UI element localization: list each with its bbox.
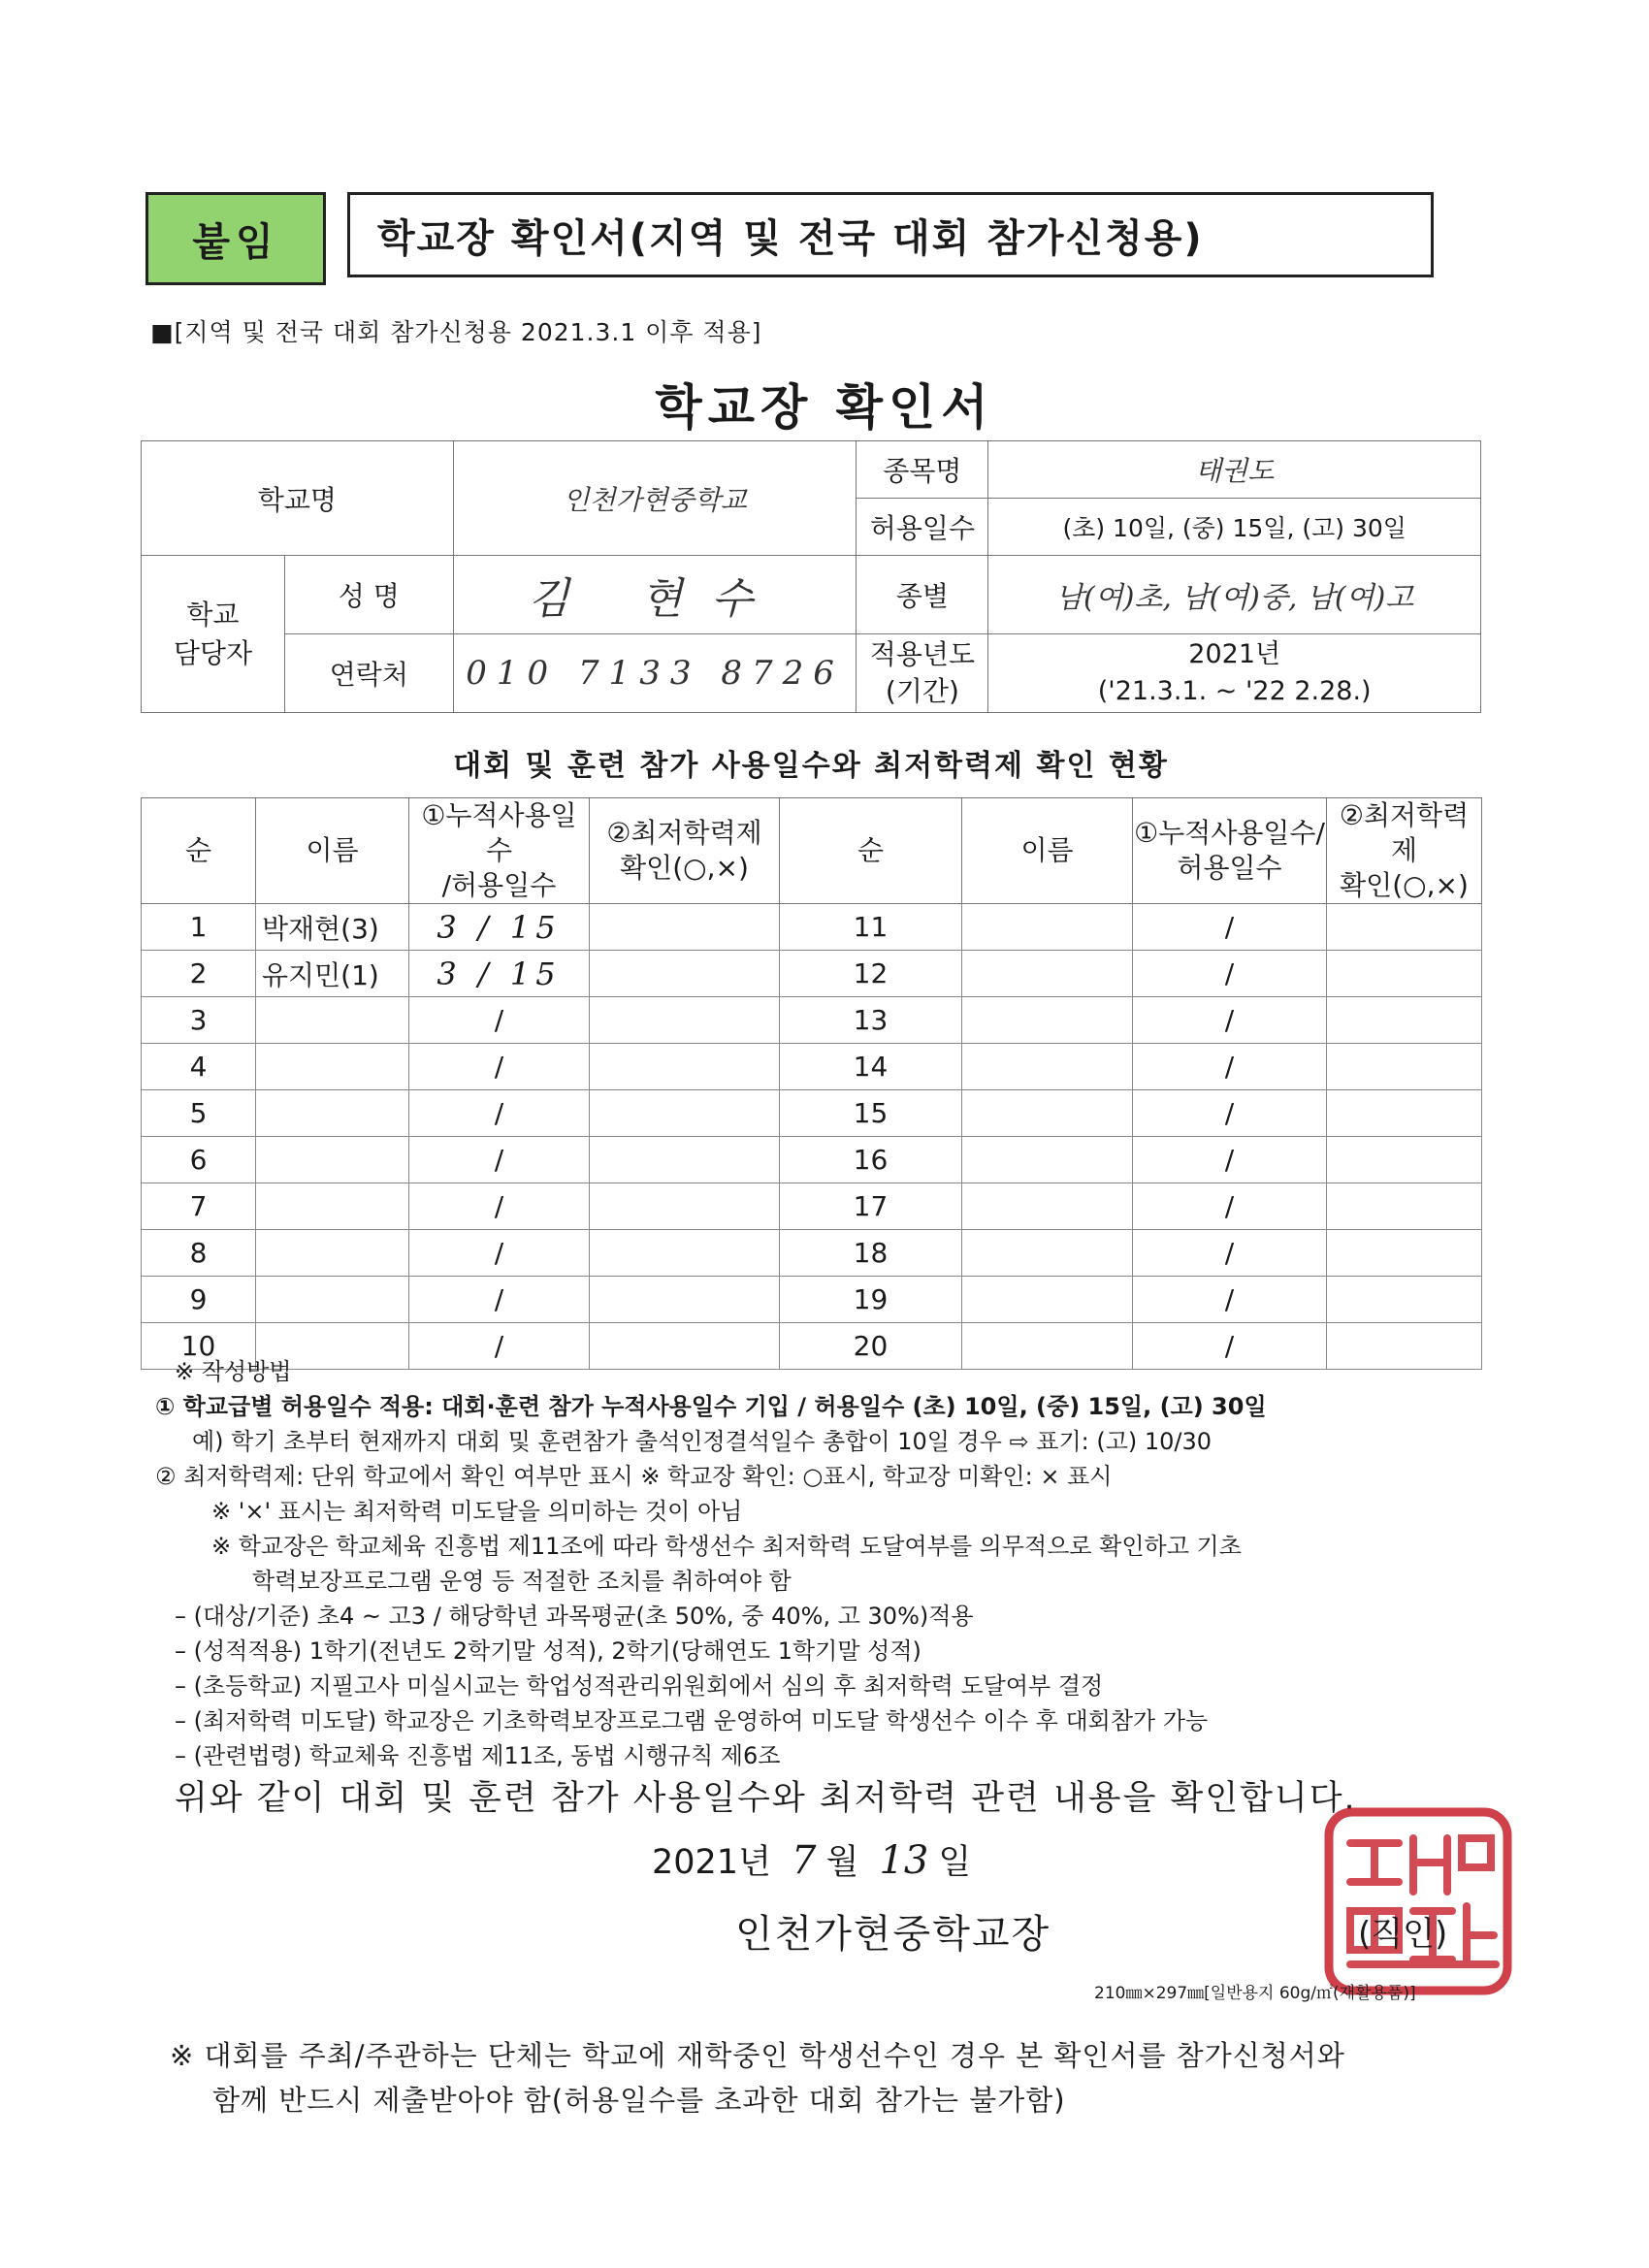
manager-label [142,556,285,713]
row-no: 3 [142,997,256,1044]
row-no: 2 [142,951,256,997]
row-no: 18 [780,1230,962,1277]
row-no: 9 [142,1277,256,1323]
instruction-line: ※ 학교장은 학교체육 진흥법 제11조에 따라 학생선수 최저학력 도달여부를 의무적으로 확인하고 기초 [211,1533,1242,1560]
row-check [1327,1183,1482,1230]
instruction-line: – (대상/기준) 초4 ~ 고3 / 해당학년 과목평균(초 50%, 중 40%, 고 30%)적용 [175,1603,974,1630]
instruction-line: 예) 학기 초부터 현재까지 대회 및 훈련참가 출석인정결석일수 총합이 10일 경우 ⇨ 표기: (고) 10/30 [192,1428,1212,1455]
row-check [1327,997,1482,1044]
row-name [962,1044,1133,1090]
row-name [256,1230,409,1277]
table-row [142,1277,1482,1323]
date-day-unit: 일 [938,1843,972,1882]
date-day: 13 [879,1838,929,1883]
instructions-title: ※ 작성방법 [175,1358,292,1385]
instruction-line: – (최저학력 미도달) 학교장은 기초학력보장프로그램 운영하여 미도달 학생선수 이수 후 대회참가 가능 [175,1707,1209,1734]
col-check-right-line1: ②최저학력제 [1339,799,1470,866]
footer-note [170,2033,1345,2122]
row-check [590,1277,780,1323]
row-days: / [409,1277,590,1323]
period-label-line1: 적용년도 [869,638,975,670]
period-label [857,634,988,713]
allowed-days-value: (초) 10일, (중) 15일, (고) 30일 [988,499,1481,556]
attachment-badge: 붙임 [146,192,326,285]
row-days: / [409,1090,590,1137]
row-days: / [1133,951,1327,997]
row-days: / [1133,1323,1327,1370]
footer-line: 함께 반드시 제출받아야 함(허용일수를 초과한 대회 참가는 불가함) [212,2084,1066,2117]
row-check [1327,1137,1482,1183]
row-days: / [409,1230,590,1277]
row-days: 3 / 15 [409,951,590,997]
row-days: / [1133,1277,1327,1323]
name-label: 성 명 [284,556,453,634]
row-check [590,951,780,997]
principal-name: 인천가현중학교장 [735,1912,1051,1957]
row-name: 박재현(3) [256,904,409,951]
col-days-right-line2: 허용일수 [1177,852,1282,884]
confirmation-statement: 위와 같이 대회 및 훈련 참가 사용일수와 최저학력 관련 내용을 확인합니다. [175,1779,1357,1818]
col-days-left [409,798,590,904]
section-title: 대회 및 훈련 참가 사용일수와 최저학력제 확인 현황 [453,749,1169,783]
school-name-value: 인천가현중학교 [453,441,857,556]
row-no: 14 [780,1044,962,1090]
period-value [988,634,1481,713]
instruction-line: ② 최저학력제: 단위 학교에서 확인 여부만 표시 ※ 학교장 확인: ○표시, 학교장 미확인: × 표시 [155,1463,1113,1490]
date-month: 7 [792,1838,817,1883]
row-name [256,997,409,1044]
row-name [962,1230,1133,1277]
col-no-left: 순 [142,798,256,904]
row-check [590,904,780,951]
date-month-unit: 월 [825,1843,859,1882]
row-name [962,904,1133,951]
row-days: / [409,1044,590,1090]
manager-label-line2: 담당자 [173,636,253,669]
table-row [142,1044,1482,1090]
category-value: 남(여)초, 남(여)중, 남(여)고 [988,556,1481,634]
row-no: 4 [142,1044,256,1090]
applies-note: ■[지역 및 전국 대회 참가신청용 2021.3.1 이후 적용] [150,318,762,346]
row-name [256,1277,409,1323]
row-no: 16 [780,1137,962,1183]
row-no: 7 [142,1183,256,1230]
row-no: 20 [780,1323,962,1370]
row-no: 8 [142,1230,256,1277]
col-check-right [1327,798,1482,904]
row-days: / [409,1137,590,1183]
date-year: 2021년 [652,1843,771,1882]
col-no-right: 순 [780,798,962,904]
row-days: / [1133,1183,1327,1230]
row-check [590,1090,780,1137]
table-row [142,1183,1482,1230]
row-no: 6 [142,1137,256,1183]
row-name [962,1137,1133,1183]
row-days: / [409,1323,590,1370]
table-row [142,1230,1482,1277]
row-name [962,951,1133,997]
period-year: 2021년 [1188,639,1281,669]
instruction-line: ※ '×' 표시는 최저학력 미도달을 의미하는 것이 아님 [211,1498,743,1525]
col-name-right: 이름 [962,798,1133,904]
row-no: 12 [780,951,962,997]
row-name [962,997,1133,1044]
col-check-left-line2: 확인(○,×) [620,852,749,884]
row-name [256,1183,409,1230]
table-row [142,997,1482,1044]
col-check-right-line2: 확인(○,×) [1340,869,1469,901]
period-label-line2: (기간) [885,675,959,707]
instruction-line: – (성적적용) 1학기(전년도 2학기말 성적), 2학기(당해연도 1학기말 성적) [175,1637,922,1665]
row-days: / [1133,1230,1327,1277]
row-name [256,1137,409,1183]
col-days-left-line2: /허용일수 [441,869,557,901]
col-check-left-line1: ②최저학력제 [606,817,762,849]
row-check [590,1044,780,1090]
row-days: / [1133,904,1327,951]
row-no: 5 [142,1090,256,1137]
row-check [1327,1090,1482,1137]
instructions [155,1354,1513,1773]
row-check [590,1183,780,1230]
row-days: / [1133,1137,1327,1183]
confirmation-date [652,1835,971,1884]
school-info-table [141,440,1481,713]
row-days: 3 / 15 [409,904,590,951]
table-row [142,904,1482,951]
sport-value: 태권도 [988,441,1481,499]
row-days: / [1133,997,1327,1044]
row-check [590,1230,780,1277]
paper-spec: 210㎜×297㎜[일반용지 60g/㎡(재활용품)] [1094,1984,1416,2003]
table-row [142,1137,1482,1183]
footer-line: ※ 대회를 주최/주관하는 단체는 학교에 재학중인 학생선수인 경우 본 확인서를 참가신청서와 [170,2039,1345,2072]
col-days-left-line1: ①누적사용일수 [421,799,577,866]
contact-label: 연락처 [284,634,453,713]
sport-label: 종목명 [857,441,988,499]
roster-header-row [142,798,1482,904]
manager-name-value: 김 현수 [453,556,857,634]
row-name [962,1090,1133,1137]
col-check-left [590,798,780,904]
document-title: 학교장 확인서 [655,379,994,436]
row-days: / [409,1183,590,1230]
row-check [1327,1277,1482,1323]
row-check [1327,904,1482,951]
instruction-line: 학력보장프로그램 운영 등 적절한 조치를 취하여야 함 [252,1568,792,1595]
row-check [1327,1044,1482,1090]
row-name [256,1044,409,1090]
row-no: 15 [780,1090,962,1137]
instruction-line: – (초등학교) 지필고사 미실시교는 학업성적관리위원회에서 심의 후 최저학력 도달여부 결정 [175,1672,1104,1700]
row-name [256,1090,409,1137]
row-check [590,997,780,1044]
row-no: 19 [780,1277,962,1323]
row-days: / [409,997,590,1044]
col-days-right [1133,798,1327,904]
table-row [142,951,1482,997]
allowed-days-label: 허용일수 [857,499,988,556]
contact-value: 010 7133 8726 [453,634,857,713]
col-name-left: 이름 [256,798,409,904]
instruction-line: ① 학교급별 허용일수 적용: 대회·훈련 참가 누적사용일수 기입 / 허용일수 (초) 10일, (중) 15일, (고) 30일 [155,1393,1267,1420]
row-no: 10 [142,1323,256,1370]
row-no: 13 [780,997,962,1044]
manager-label-line1: 학교 [186,598,240,631]
roster-table [141,797,1482,1370]
row-check [1327,1230,1482,1277]
table-row [142,1090,1482,1137]
row-days: / [1133,1044,1327,1090]
seal-label: (직인) [1358,1915,1448,1954]
row-name [962,1277,1133,1323]
period-range: ('21.3.1. ~ '22 2.28.) [1097,676,1372,706]
row-name [962,1183,1133,1230]
attachment-title: 학교장 확인서(지역 및 전국 대회 참가신청용) [347,192,1434,277]
row-no: 1 [142,904,256,951]
row-check [590,1137,780,1183]
row-days: / [1133,1090,1327,1137]
row-check [1327,951,1482,997]
category-label: 종별 [857,556,988,634]
school-name-label: 학교명 [142,441,454,556]
row-no: 17 [780,1183,962,1230]
instruction-line: – (관련법령) 학교체육 진흥법 제11조, 동법 시행규칙 제6조 [175,1742,781,1769]
official-seal-stamp [1321,1804,1515,1998]
row-no: 11 [780,904,962,951]
col-days-right-line1: ①누적사용일수/ [1134,817,1325,849]
row-name: 유지민(1) [256,951,409,997]
